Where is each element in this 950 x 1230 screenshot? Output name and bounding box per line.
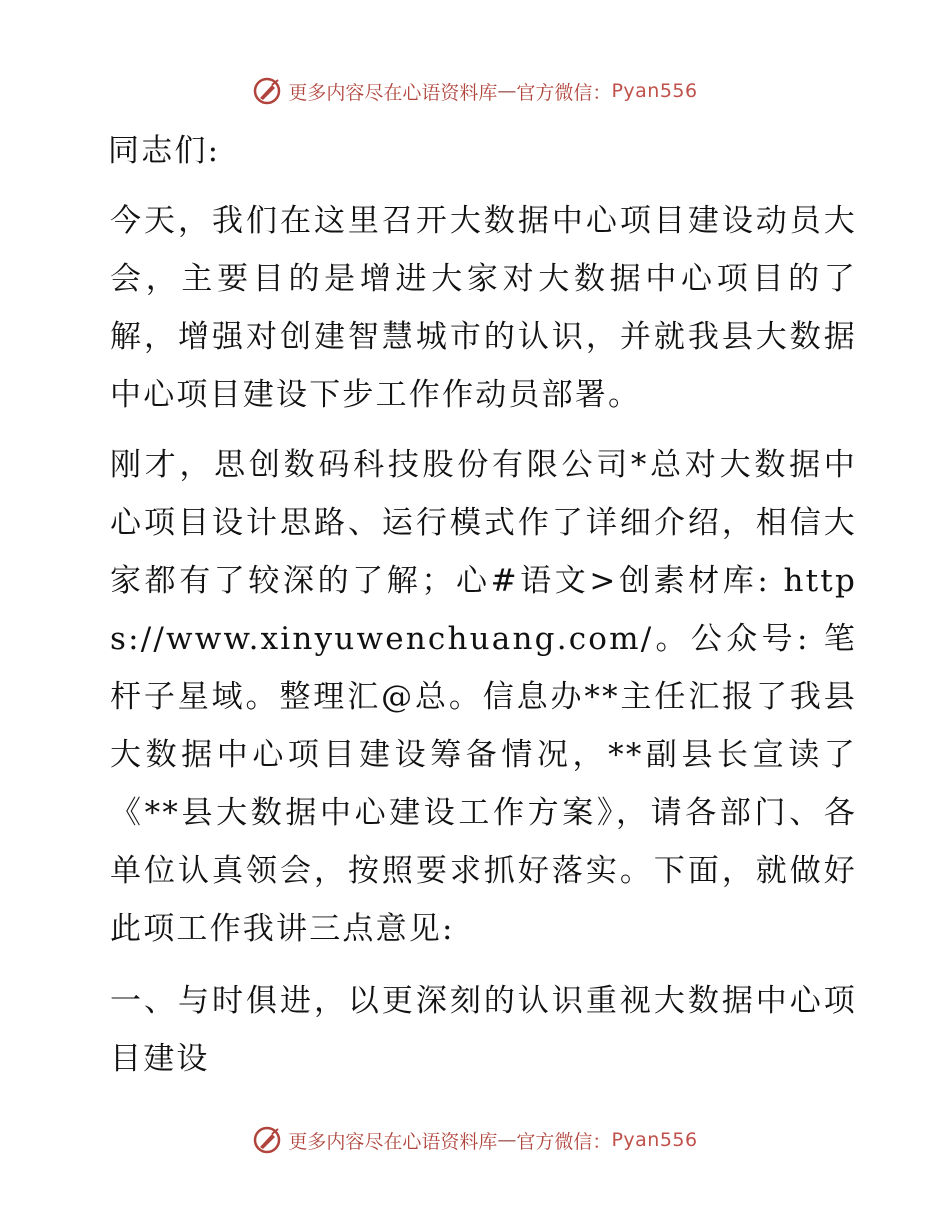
banner-handle: Pyan556 [611,80,698,102]
banner-separator: — [497,80,517,102]
banner-site-text: 更多内容尽在心语资料库 [288,1130,498,1153]
document-body [97,122,857,1100]
banner-separator: — [497,1129,517,1151]
paragraph-2: 刚才，思创数码科技股份有限公司*总对大数据中心项目设计思路、运行模式作了详细介绍，相信大家都有了较深的了解；心#语文>创素材库: https://www.xinyuwenchuang.com/。公众号: 笔杆子星域。整理汇@总。信息办**主任汇报了我县大数据中心项目建设筹备情况，**副县长宣读了《**县大数据中心建设工作方案》，请各部门、各单位认真领会，按照要求抓好落实。下面，就做好此项工作我讲三点意见: [110,447,857,947]
banner-handle: Pyan556 [611,1129,698,1151]
banner-site-text: 更多内容尽在心语资料库 [288,81,498,104]
header-watermark-banner [0,71,950,111]
quill-logo-icon [252,1125,282,1155]
quill-logo-icon [252,76,282,106]
paragraph-1: 今天，我们在这里召开大数据中心项目建设动员大会，主要目的是增进大家对大数据中心项目的了解，增强对创建智慧城市的认识，并就我县大数据中心项目建设下步工作作动员部署。 [110,203,857,413]
footer-watermark-banner [0,1120,950,1160]
banner-wechat-text: 官方微信： [516,1130,612,1153]
greeting: 同志们: [108,133,221,169]
banner-wechat-text: 官方微信： [516,81,612,104]
section-heading: 一、与时俱进，以更深刻的认识重视大数据中心项目建设 [110,983,857,1077]
